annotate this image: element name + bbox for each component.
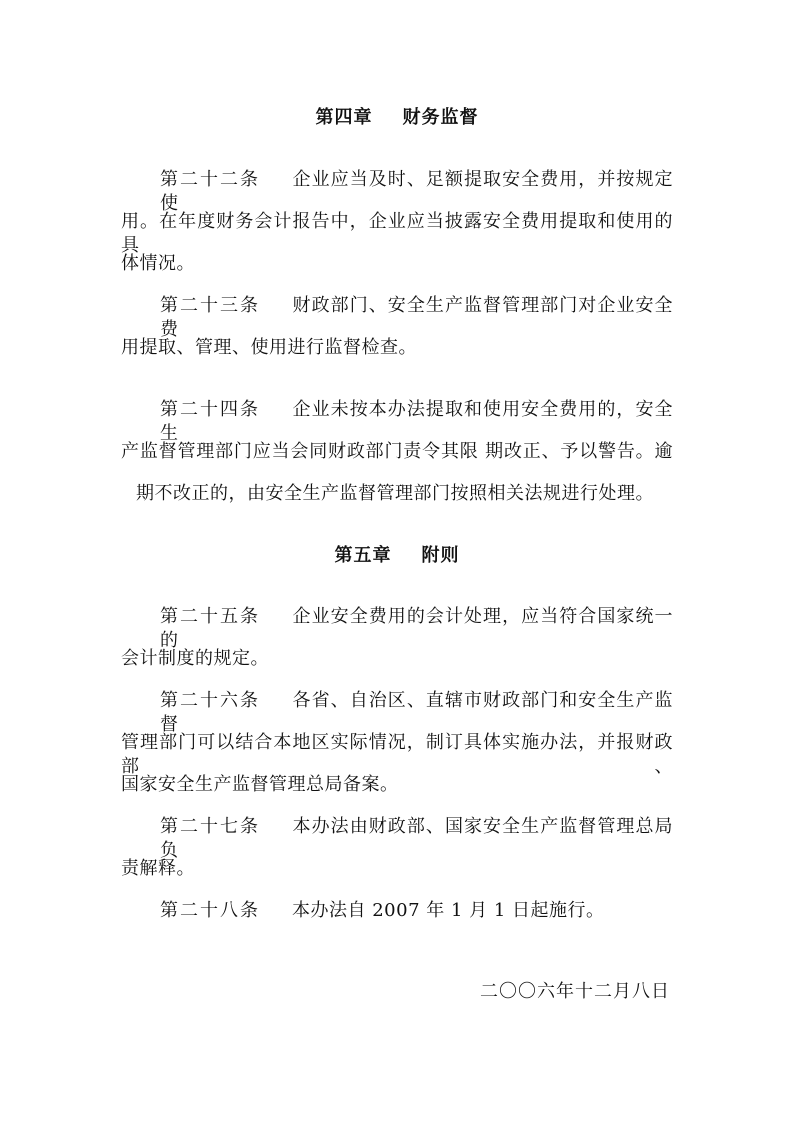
- chapter-number: 第四章: [315, 107, 373, 128]
- article-25-line-1: 第二十五条 企业安全费用的会计处理，应当符合国家统一的: [160, 606, 673, 651]
- article-26-line-3: 国家安全生产监督管理总局备案。: [121, 774, 399, 795]
- article-27-line-1: 第二十七条 本办法由财政部、国家安全生产监督管理总局负: [160, 816, 673, 861]
- article-label: 第二十二条: [160, 169, 260, 190]
- chapter-heading-5: [0, 544, 794, 568]
- article-label: 第二十四条: [160, 399, 260, 420]
- article-26-line-1: 第二十六条 各省、自治区、直辖市财政部门和安全生产监督: [160, 690, 673, 735]
- article-23-line-1: 第二十三条 财政部门、安全生产监督管理部门对企业安全费: [160, 295, 673, 340]
- article-label: 第二十六条: [160, 690, 260, 711]
- article-label: 第二十八条: [160, 900, 260, 921]
- article-22-line-1: 第二十二条 企业应当及时、足额提取安全费用，并按规定使: [160, 169, 673, 214]
- chapter-number: 第五章: [334, 545, 392, 566]
- article-label: 第二十五条: [160, 606, 260, 627]
- chapter-heading-4: [0, 106, 794, 130]
- article-27-line-2: 责解释。: [121, 858, 195, 879]
- article-23-line-2: 用提取、管理、使用进行监督检查。: [121, 337, 417, 358]
- article-22-line-3: 体情况。: [121, 253, 195, 274]
- chapter-title: 附则: [421, 545, 460, 566]
- article-25-line-2: 会计制度的规定。: [121, 648, 269, 669]
- article-24-line-2: 产监督管理部门应当会同财政部门责令其限 期改正、予以警告。逾: [121, 441, 673, 462]
- article-28-line-1: 第二十八条 本办法自 2007 年 1 月 1 日起施行。: [160, 900, 605, 921]
- article-label: 第二十三条: [160, 295, 260, 316]
- article-24-line-3: 期不改正的，由安全生产监督管理部门按照相关法规进行处理。: [136, 483, 654, 504]
- article-label: 第二十七条: [160, 816, 260, 837]
- article-26-line-2: 管理部门可以结合本地区实际情况，制订具体实施办法，并报财政部、: [121, 732, 673, 777]
- article-24-line-1: 第二十四条 企业未按本办法提取和使用安全费用的，安全生: [160, 399, 673, 444]
- article-22-line-2: 用。在年度财务会计报告中，企业应当披露安全费用提取和使用的具: [121, 211, 673, 256]
- document-date: 二〇〇六年十二月八日: [480, 981, 670, 1002]
- chapter-title: 财务监督: [402, 107, 479, 128]
